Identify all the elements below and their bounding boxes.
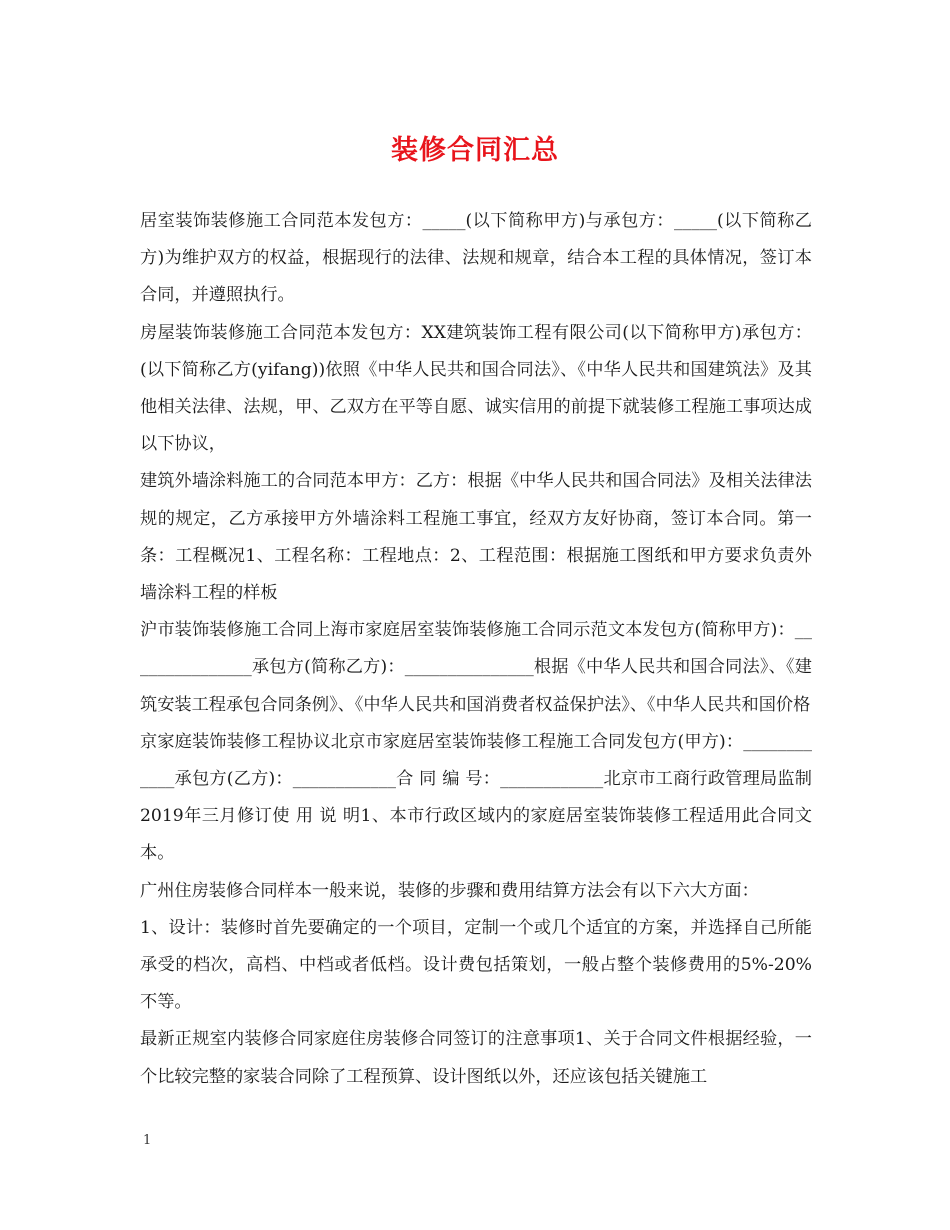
document-body bbox=[140, 203, 812, 1096]
document-title: 装修合同汇总 bbox=[391, 135, 559, 166]
paragraph: 广州住房装修合同样本一般来说，装修的步骤和费用结算方法会有以下六大方面： bbox=[140, 880, 759, 901]
paragraph: 房屋装饰装修施工合同范本发包方：XX建筑装饰工程有限公司(以下简称甲方)承包方：(以下简称乙方(yifang))依照《中华人民共和国合同法》、《中华人民共和国建筑法》及其他相关法律、法规，甲、乙双方在平等自愿、诚实信用的前提下就装修工程施工事项达成以下协议， bbox=[140, 322, 812, 455]
paragraph: 沪市装饰装修施工合同上海市家庭居室装饰装修施工合同示范文本发包方(简称甲方)：_______________承包方(简称乙方)：_______________根据《中华人民共和国合同法》、《建筑安装工程承包合同条例》、《中华人民共和国消费者权益保护法》、《中华人民共和国价格 bbox=[140, 620, 812, 715]
paragraph: 最新正规室内装修合同家庭住房装修合同签订的注意事项1、关于合同文件根据经验，一个比较完整的家装合同除了工程预算、设计图纸以外，还应该包括关键施工 bbox=[140, 1029, 812, 1087]
paragraph: 京家庭装饰装修工程协议北京市家庭居室装饰装修工程施工合同发包方(甲方)：____________承包方(乙方)：____________合 同 编 号：____________北京市工商行政管理局监制2019年三月修订使 用 说 明1、本市行政区域内的家庭居室装饰装修工程适用此合同文本。 bbox=[140, 731, 812, 864]
paragraph: 1、设计：装修时首先要确定的一个项目，定制一个或几个适宜的方案，并选择自己所能承受的档次，高档、中档或者低档。设计费包括策划，一般占整个装修费用的5%-20%不等。 bbox=[140, 917, 812, 1013]
paragraph: 建筑外墙涂料施工的合同范本甲方：乙方：根据《中华人民共和国合同法》及相关法律法规的规定，乙方承接甲方外墙涂料工程施工事宜，经双方友好协商，签订本合同。第一条：工程概况1、工程名称：工程地点：2、工程范围：根据施工图纸和甲方要求负责外墙涂料工程的样板 bbox=[140, 471, 812, 604]
paragraph: 居室装饰装修施工合同范本发包方：_____(以下简称甲方)与承包方：_____(以下简称乙方)为维护双方的权益，根据现行的法律、法规和规章，结合本工程的具体情况，签订本合同，并遵照执行。 bbox=[140, 211, 812, 306]
page-number: 1 bbox=[143, 1133, 152, 1148]
